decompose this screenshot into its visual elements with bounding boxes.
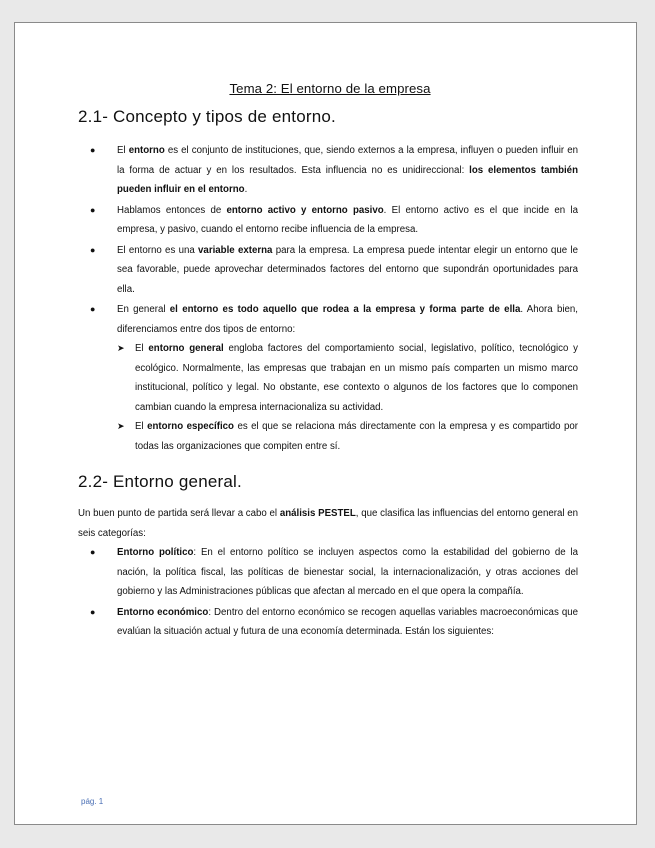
bullet-icon: ● xyxy=(90,204,96,215)
list-item: ● En general el entorno es todo aquello que rodea a la empresa y forma parte de ella. Ahora bien, diferenciamos entre dos tipos de entorno: ➤ El entorno general engloba factores del comportamiento social, legislativo, político, tecnológico y ecológico. Normalmente, las empresas que trabajan en un mismo país comparten un mismo marco institucional, político y legal. No obstante, ese contexto o algunos de los factores que lo componen cambian cuando la empresa internacionaliza su actividad. ➤ El entorno específico es el que se relaciona más directamente con la empresa y es compartido por todas las organizaciones que compiten entre sí. xyxy=(78,300,578,456)
list-item: ● El entorno es una variable externa para la empresa. La empresa puede intentar elegir un entorno que le sea favorable, puede aprovechar determinados factores del entorno que supondrán oportunidades para ella. xyxy=(78,241,578,300)
section-heading-1: 2.1- Concepto y tipos de entorno. xyxy=(78,107,336,126)
bullet-icon: ● xyxy=(90,244,96,255)
arrow-bullet-icon: ➤ xyxy=(117,421,125,431)
sub-list-item: ➤ El entorno general engloba factores del comportamiento social, legislativo, político, tecnológico y ecológico. Normalmente, las empresas que trabajan en un mismo país comparten un mismo marco institucional, político y legal. No obstante, ese contexto o algunos de los factores que lo componen cambian cuando la empresa internacionaliza su actividad. xyxy=(117,339,578,417)
page-number: pág. 1 xyxy=(81,797,104,806)
section-heading-2: 2.2- Entorno general. xyxy=(78,472,242,491)
bullet-list-1 xyxy=(78,141,578,456)
sub-list xyxy=(117,339,578,456)
bullet-icon: ● xyxy=(90,606,96,617)
document-title: Tema 2: El entorno de la empresa xyxy=(229,81,431,96)
bullet-icon: ● xyxy=(90,304,96,314)
intro-paragraph: Un buen punto de partida será llevar a cabo el análisis PESTEL, que clasifica las influencias del entorno general en seis categorías: xyxy=(78,508,578,539)
bullet-list-2 xyxy=(78,543,578,642)
list-item: ● El entorno es el conjunto de instituciones, que, siendo externos a la empresa, influyen o pueden influir en la forma de actuar y en los resultados. Esta influencia no es unidireccional: los elementos también pueden influir en el entorno. xyxy=(78,141,578,200)
list-item: ● Entorno económico: Dentro del entorno económico se recogen aquellas variables macroeconómicas que evalúan la situación actual y futura de una economía determinada. Están los siguientes: xyxy=(78,603,578,642)
document-content xyxy=(78,81,578,643)
document-page xyxy=(14,22,637,825)
list-item: ● Hablamos entonces de entorno activo y entorno pasivo. El entorno activo es el que incide en la empresa, y pasivo, cuando el entorno recibe influencia de la empresa. xyxy=(78,201,578,240)
arrow-bullet-icon: ➤ xyxy=(117,343,125,353)
bullet-icon: ● xyxy=(90,547,96,557)
sub-list-item: ➤ El entorno específico es el que se relaciona más directamente con la empresa y es compartido por todas las organizaciones que compiten entre sí. xyxy=(117,417,578,456)
list-item: ● Entorno político: En el entorno político se incluyen aspectos como la estabilidad del gobierno de la nación, la política fiscal, las políticas de bienestar social, la internacionalización, y otras acciones del gobierno y las Administraciones públicas que afectan al mercado en el que opera la compañía. xyxy=(78,543,578,602)
bullet-icon: ● xyxy=(90,145,96,155)
